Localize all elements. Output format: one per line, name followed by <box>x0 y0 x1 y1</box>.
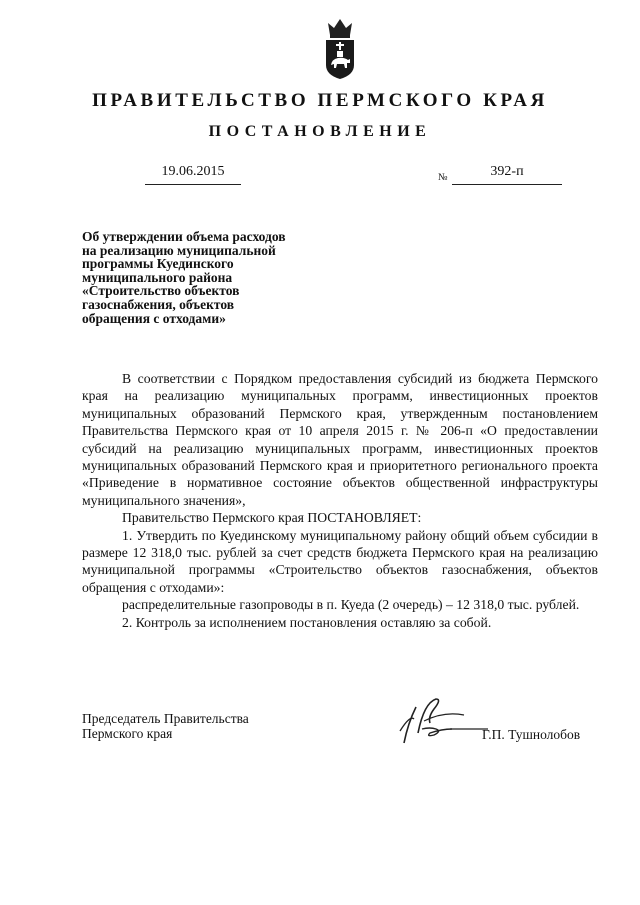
clause-1-item-paragraph: распределительные газопроводы в п. Куеда (2 очередь) – 12 318,0 тыс. рублей. <box>122 597 580 613</box>
document-date: 19.06.2015 <box>145 164 241 185</box>
clause-2-paragraph: 2. Контроль за исполнением постановления оставляю за собой. <box>122 614 492 630</box>
government-title: ПРАВИТЕЛЬСТВО ПЕРМСКОГО КРАЯ <box>92 90 548 111</box>
signer-position-line: Пермского края <box>82 725 173 741</box>
document-number: 392-п <box>452 164 562 185</box>
document-type: ПОСТАНОВЛЕНИЕ <box>208 123 432 140</box>
signer-name: Г.П. Тушнолобов <box>482 727 581 742</box>
preamble-paragraph: В соответствии с Порядком предоставления субсидий из бюджета Пермского края на реализацию муниципальных программ, инвестиционных проектов муниципальных образований Пермского края, утвержденным постановлением Правительства Пермского края от 10 апреля 2015 г. № 206-п «О предоставлении субсидий на реализацию муниципальных программ, инвестиционных проектов муниципальных образований Пермского края и приоритетного регионального проекта «Приведение в нормативное состояние объектов общественной инфраструктуры муниципального значения», <box>82 371 598 508</box>
subject-line: «Строительство объектов <box>82 283 240 299</box>
signer-position <box>82 712 249 741</box>
number-label: № <box>438 172 448 183</box>
subject-line: газоснабжения, объектов <box>82 296 235 312</box>
subject-line: Об утверждении объема расходов <box>82 229 286 244</box>
document-body <box>82 370 598 631</box>
subject-line: муниципального района <box>82 269 233 285</box>
subject-line: программы Куединского <box>82 256 234 272</box>
signer-position-line: Председатель Правительства <box>82 711 249 726</box>
handwritten-signature-icon <box>390 693 490 749</box>
subject-line: обращения с отходами» <box>82 310 226 326</box>
document-subject <box>82 230 312 325</box>
resolves-paragraph: Правительство Пермского края ПОСТАНОВЛЯЕТ: <box>122 510 422 526</box>
subject-line: на реализацию муниципальной <box>82 242 276 258</box>
perm-krai-coat-of-arms-icon <box>322 15 358 81</box>
clause-1-paragraph: 1. Утвердить по Куединскому муниципальному району общий объем субсидии в размере 12 318,0 тыс. рублей за счет средств бюджета Пермского края на реализацию муниципальной программы «Строительство объектов газоснабжения, объектов обращения с отходами»: <box>82 527 598 595</box>
